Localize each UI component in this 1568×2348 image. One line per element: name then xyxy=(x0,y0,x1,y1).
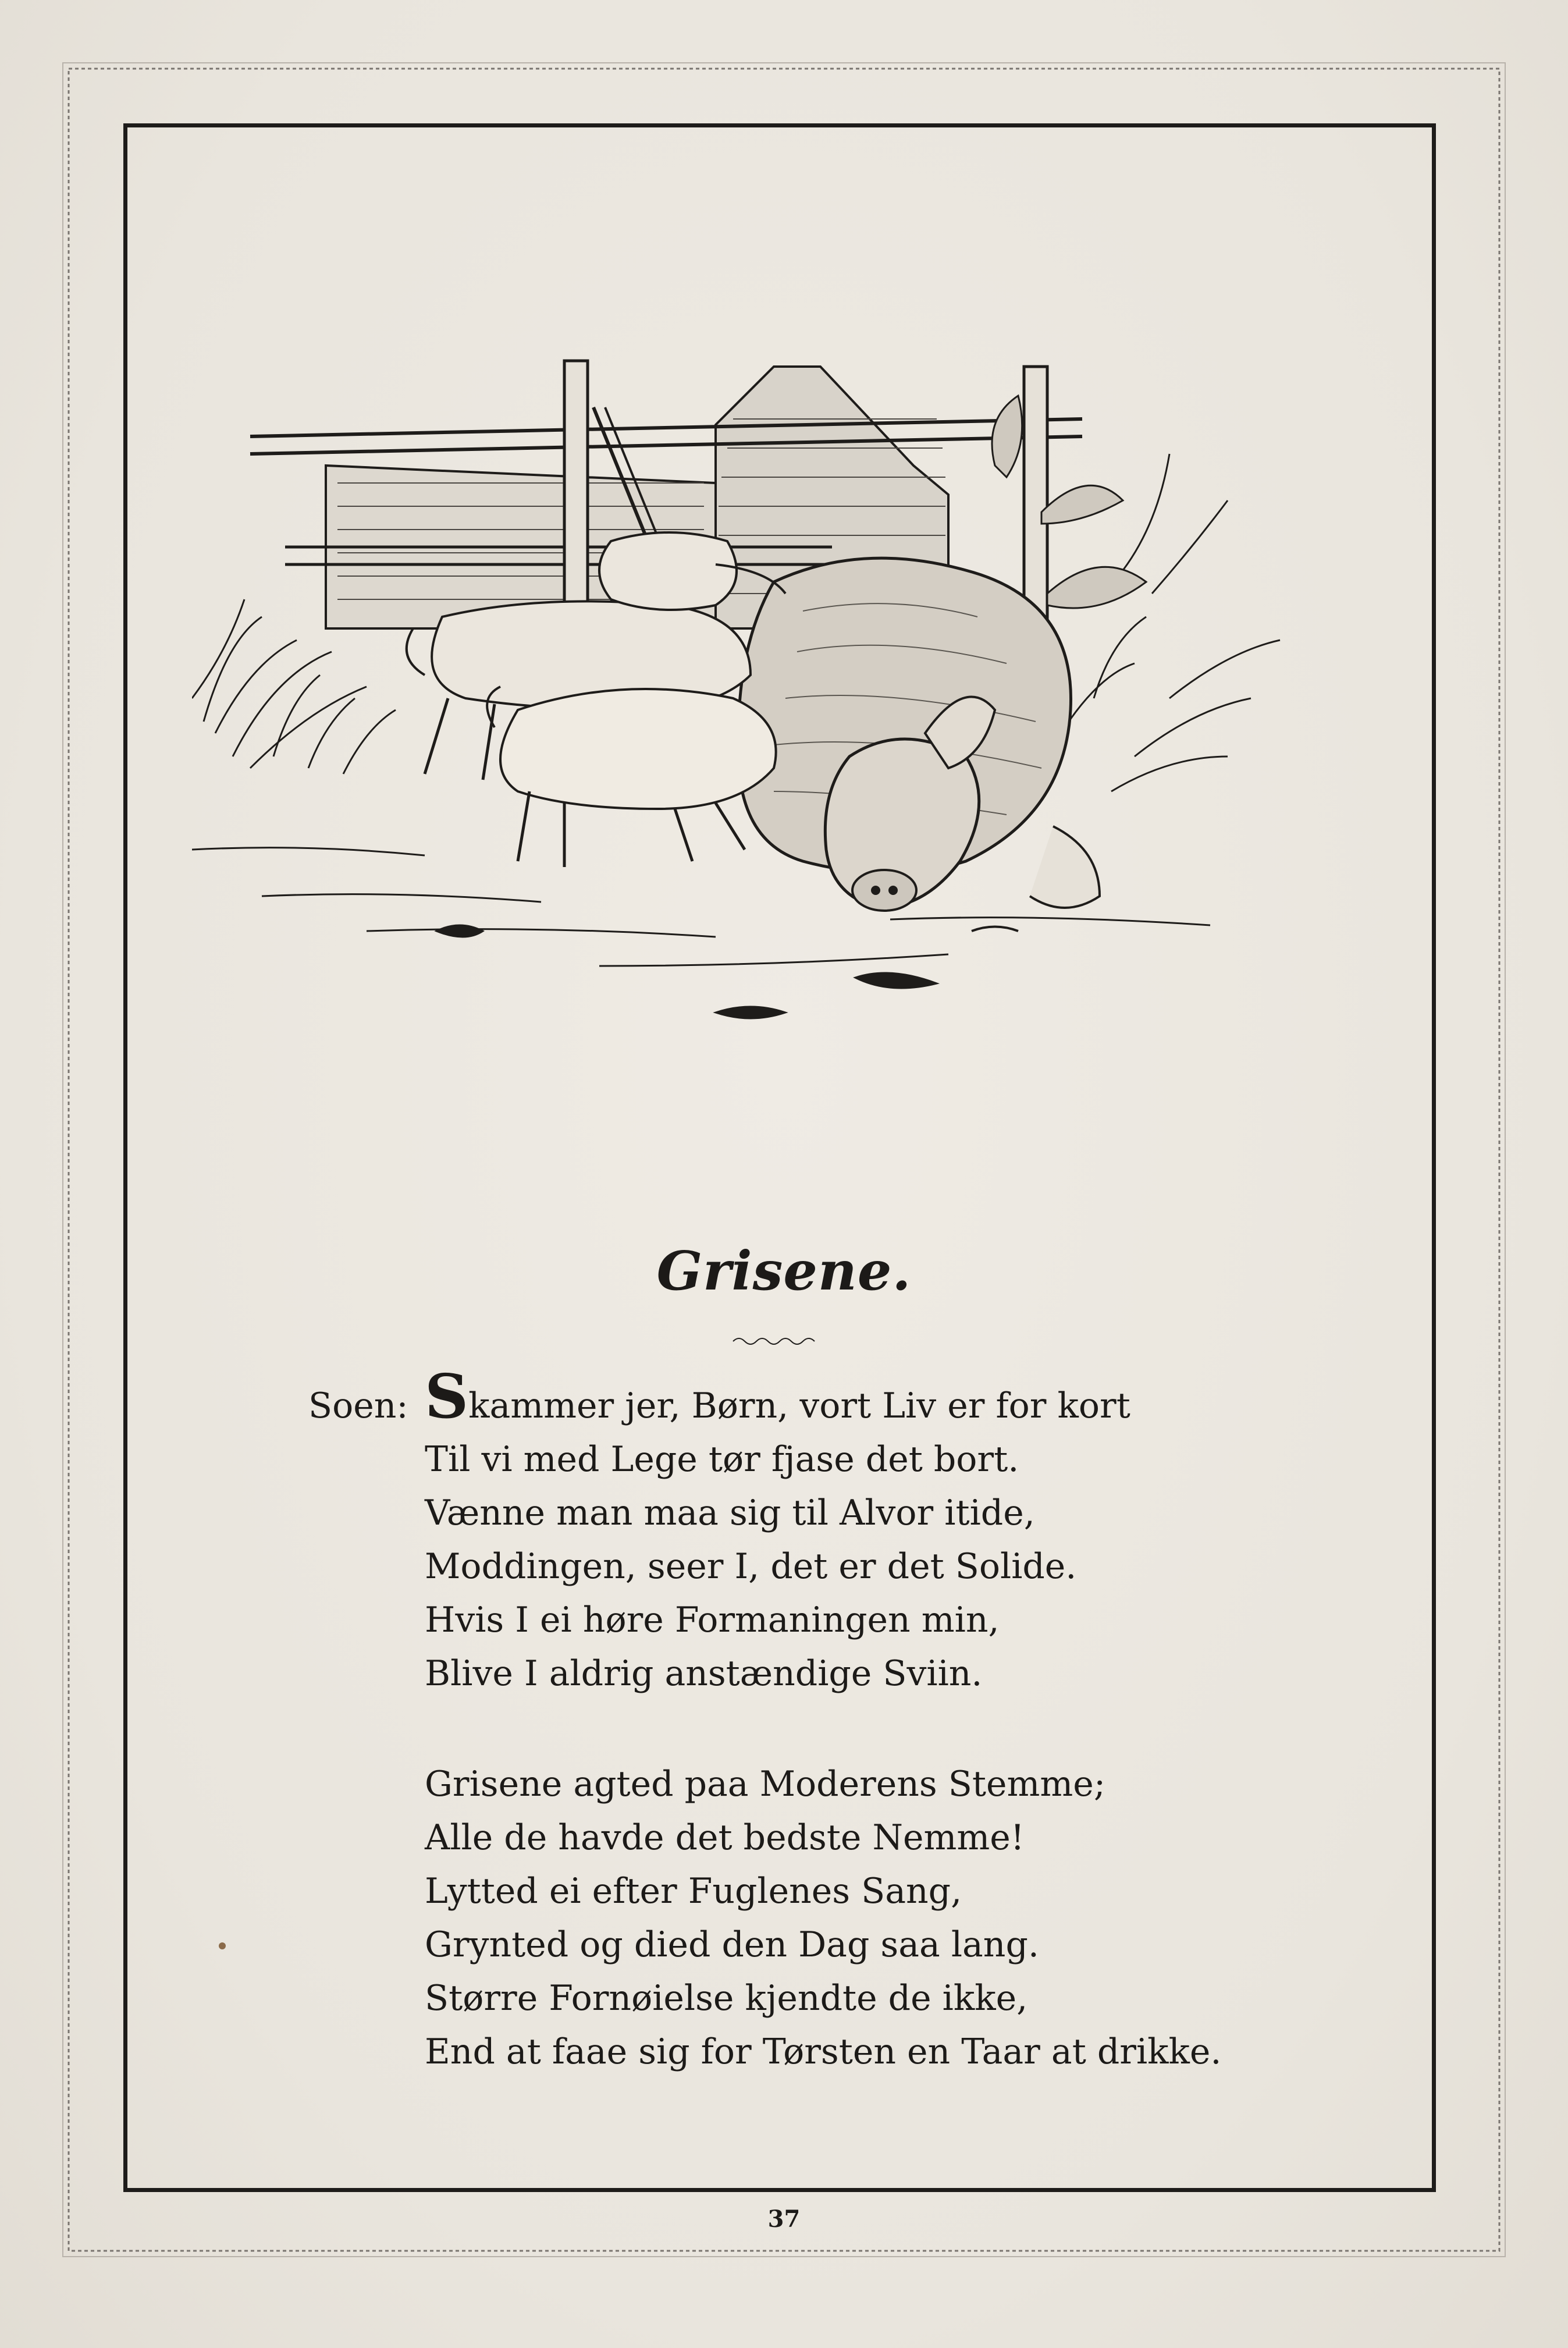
poem-line: Til vi med Lege tør fjase det bort. xyxy=(425,1439,1019,1480)
page-number: 37 xyxy=(767,2205,801,2233)
pig-family-illustration xyxy=(192,349,1373,1094)
stanza-1 xyxy=(425,1361,1356,1700)
poem-line: Grisene agted paa Moderens Stemme; xyxy=(425,1764,1106,1804)
poem-line: Grynted og died den Dag saa lang. xyxy=(425,1924,1039,1965)
speaker-label: Soen: xyxy=(308,1386,408,1426)
poem-line: Blive I aldrig anstændige Sviin. xyxy=(425,1653,983,1694)
poem-line: Hvis I ei høre Formaningen min, xyxy=(425,1600,1000,1640)
poem-line: Alle de havde det bedste Nemme! xyxy=(425,1817,1025,1858)
poem-line: Større Fornøielse kjendte de ikke, xyxy=(425,1978,1028,2019)
poem-line: Vænne man maa sig til Alvor itide, xyxy=(425,1493,1035,1533)
poem-title: Grisene. xyxy=(656,1239,912,1302)
poem-line: Moddingen, seer I, det er det Solide. xyxy=(425,1546,1077,1587)
ink-spot xyxy=(219,1942,226,1949)
poem-line: Skammer jer, Børn, vort Liv er for kort xyxy=(425,1361,1130,1432)
poem-line: End at faae sig for Tørsten en Taar at drikke. xyxy=(425,2031,1222,2072)
drop-cap: S xyxy=(425,1361,469,1432)
poem-line: Lytted ei efter Fuglenes Sang, xyxy=(425,1871,962,1912)
stanza-2 xyxy=(425,1757,1356,2079)
title-flourish xyxy=(730,1333,817,1350)
